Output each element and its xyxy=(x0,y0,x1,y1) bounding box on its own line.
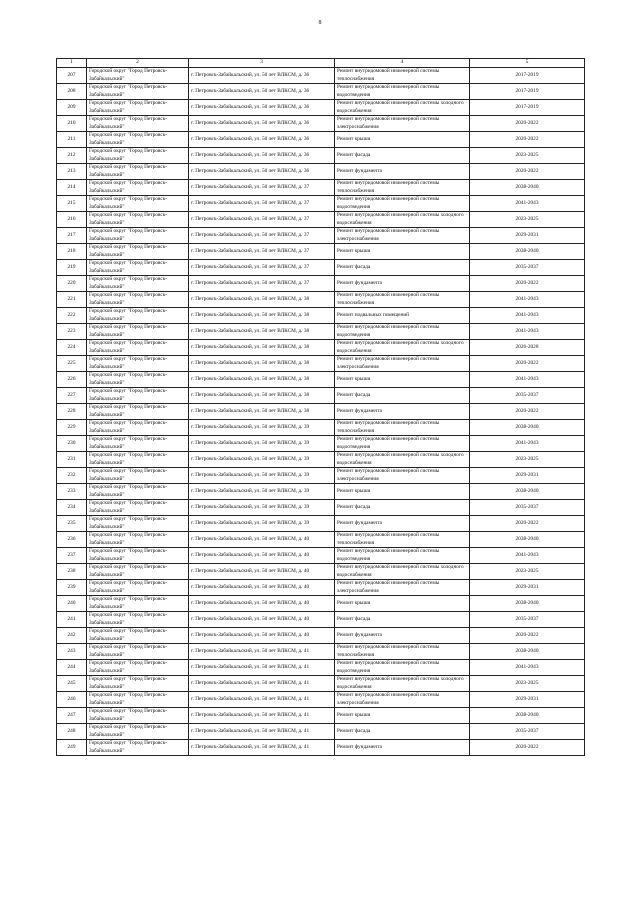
period-cell: 2035-2037 xyxy=(470,260,585,276)
municipality-cell: Городской округ "Город Петровск-Забайкальский" xyxy=(87,84,189,100)
table-row xyxy=(57,212,585,228)
header-col-5: 5 xyxy=(470,59,585,68)
period-cell: 2041-2043 xyxy=(470,308,585,324)
address-cell: г. Петровск-Забайкальский, ул. 50 лет ВЛКСМ, д. 37 xyxy=(189,180,335,196)
work-type-cell: Ремонт фундамента xyxy=(335,276,470,292)
work-type-cell: Ремонт фундамента xyxy=(335,404,470,420)
table-row xyxy=(57,260,585,276)
period-cell: 2035-2037 xyxy=(470,612,585,628)
period-cell: 2038-2040 xyxy=(470,244,585,260)
address-cell: г. Петровск-Забайкальский, ул. 50 лет ВЛКСМ, д. 39 xyxy=(189,452,335,468)
row-number: 208 xyxy=(57,84,87,100)
municipality-cell: Городской округ "Город Петровск-Забайкальский" xyxy=(87,404,189,420)
work-type-cell: Ремонт фасада xyxy=(335,148,470,164)
address-cell: г. Петровск-Забайкальский, ул. 50 лет ВЛКСМ, д. 36 xyxy=(189,164,335,180)
municipality-cell: Городской округ "Город Петровск-Забайкальский" xyxy=(87,372,189,388)
repair-schedule-table xyxy=(56,58,585,756)
municipality-cell: Городской округ "Город Петровск-Забайкальский" xyxy=(87,564,189,580)
address-cell: г. Петровск-Забайкальский, ул. 50 лет ВЛКСМ, д. 37 xyxy=(189,228,335,244)
municipality-cell: Городской округ "Город Петровск-Забайкальский" xyxy=(87,548,189,564)
table-row xyxy=(57,516,585,532)
row-number: 213 xyxy=(57,164,87,180)
work-type-cell: Ремонт внутридомовой инженерной системы электроснабжения xyxy=(335,356,470,372)
period-cell: 2020-2022 xyxy=(470,116,585,132)
table-row xyxy=(57,164,585,180)
address-cell: г. Петровск-Забайкальский, ул. 50 лет ВЛКСМ, д. 38 xyxy=(189,356,335,372)
address-cell: г. Петровск-Забайкальский, ул. 50 лет ВЛКСМ, д. 40 xyxy=(189,628,335,644)
municipality-cell: Городской округ "Город Петровск-Забайкальский" xyxy=(87,116,189,132)
row-number: 228 xyxy=(57,404,87,420)
period-cell: 2020-2022 xyxy=(470,132,585,148)
row-number: 225 xyxy=(57,356,87,372)
period-cell: 2023-2025 xyxy=(470,452,585,468)
address-cell: г. Петровск-Забайкальский, ул. 50 лет ВЛКСМ, д. 39 xyxy=(189,436,335,452)
address-cell: г. Петровск-Забайкальский, ул. 50 лет ВЛКСМ, д. 38 xyxy=(189,340,335,356)
municipality-cell: Городской округ "Город Петровск-Забайкальский" xyxy=(87,196,189,212)
municipality-cell: Городской округ "Город Петровск-Забайкальский" xyxy=(87,484,189,500)
municipality-cell: Городской округ "Город Петровск-Забайкальский" xyxy=(87,676,189,692)
row-number: 239 xyxy=(57,580,87,596)
table-row xyxy=(57,132,585,148)
row-number: 238 xyxy=(57,564,87,580)
work-type-cell: Ремонт внутридомовой инженерной системы теплоснабжения xyxy=(335,292,470,308)
period-cell: 2041-2043 xyxy=(470,324,585,340)
row-number: 207 xyxy=(57,68,87,84)
address-cell: г. Петровск-Забайкальский, ул. 50 лет ВЛКСМ, д. 39 xyxy=(189,468,335,484)
address-cell: г. Петровск-Забайкальский, ул. 50 лет ВЛКСМ, д. 41 xyxy=(189,708,335,724)
work-type-cell: Ремонт крыши xyxy=(335,484,470,500)
header-col-3: 3 xyxy=(189,59,335,68)
address-cell: г. Петровск-Забайкальский, ул. 50 лет ВЛКСМ, д. 37 xyxy=(189,260,335,276)
address-cell: г. Петровск-Забайкальский, ул. 50 лет ВЛКСМ, д. 40 xyxy=(189,548,335,564)
work-type-cell: Ремонт фундамента xyxy=(335,164,470,180)
municipality-cell: Городской округ "Город Петровск-Забайкальский" xyxy=(87,708,189,724)
work-type-cell: Ремонт внутридомовой инженерной системы водоотведения xyxy=(335,436,470,452)
address-cell: г. Петровск-Забайкальский, ул. 50 лет ВЛКСМ, д. 38 xyxy=(189,404,335,420)
municipality-cell: Городской округ "Город Петровск-Забайкальский" xyxy=(87,596,189,612)
period-cell: 2023-2025 xyxy=(470,148,585,164)
row-number: 249 xyxy=(57,740,87,756)
table-row xyxy=(57,372,585,388)
table-row xyxy=(57,324,585,340)
work-type-cell: Ремонт внутридомовой инженерной системы теплоснабжения xyxy=(335,180,470,196)
municipality-cell: Городской округ "Город Петровск-Забайкальский" xyxy=(87,148,189,164)
address-cell: г. Петровск-Забайкальский, ул. 50 лет ВЛКСМ, д. 39 xyxy=(189,484,335,500)
period-cell: 2017-2019 xyxy=(470,84,585,100)
municipality-cell: Городской округ "Город Петровск-Забайкальский" xyxy=(87,212,189,228)
header-col-4: 4 xyxy=(335,59,470,68)
municipality-cell: Городской округ "Город Петровск-Забайкальский" xyxy=(87,308,189,324)
table-row xyxy=(57,612,585,628)
work-type-cell: Ремонт внутридомовой инженерной системы электроснабжения xyxy=(335,580,470,596)
municipality-cell: Городской округ "Город Петровск-Забайкальский" xyxy=(87,580,189,596)
period-cell: 2041-2043 xyxy=(470,292,585,308)
row-number: 235 xyxy=(57,516,87,532)
address-cell: г. Петровск-Забайкальский, ул. 50 лет ВЛКСМ, д. 37 xyxy=(189,276,335,292)
row-number: 212 xyxy=(57,148,87,164)
table-row xyxy=(57,468,585,484)
address-cell: г. Петровск-Забайкальский, ул. 50 лет ВЛКСМ, д. 40 xyxy=(189,564,335,580)
row-number: 242 xyxy=(57,628,87,644)
row-number: 237 xyxy=(57,548,87,564)
period-cell: 2020-2022 xyxy=(470,628,585,644)
period-cell: 2038-2040 xyxy=(470,484,585,500)
table-row xyxy=(57,484,585,500)
address-cell: г. Петровск-Забайкальский, ул. 50 лет ВЛКСМ, д. 40 xyxy=(189,596,335,612)
table-row xyxy=(57,628,585,644)
header-col-2: 2 xyxy=(87,59,189,68)
table-row xyxy=(57,228,585,244)
row-number: 232 xyxy=(57,468,87,484)
table-body xyxy=(57,68,585,756)
table-row xyxy=(57,420,585,436)
municipality-cell: Городской округ "Город Петровск-Забайкальский" xyxy=(87,628,189,644)
row-number: 219 xyxy=(57,260,87,276)
address-cell: г. Петровск-Забайкальский, ул. 50 лет ВЛКСМ, д. 39 xyxy=(189,516,335,532)
table-row xyxy=(57,708,585,724)
table-row xyxy=(57,356,585,372)
municipality-cell: Городской округ "Город Петровск-Забайкальский" xyxy=(87,452,189,468)
municipality-cell: Городской округ "Город Петровск-Забайкальский" xyxy=(87,612,189,628)
work-type-cell: Ремонт внутридомовой инженерной системы электроснабжения xyxy=(335,228,470,244)
municipality-cell: Городской округ "Город Петровск-Забайкальский" xyxy=(87,420,189,436)
work-type-cell: Ремонт фасада xyxy=(335,500,470,516)
municipality-cell: Городской округ "Город Петровск-Забайкальский" xyxy=(87,164,189,180)
municipality-cell: Городской округ "Город Петровск-Забайкальский" xyxy=(87,724,189,740)
table-row xyxy=(57,548,585,564)
period-cell: 2035-2037 xyxy=(470,500,585,516)
period-cell: 2020-2022 xyxy=(470,356,585,372)
row-number: 220 xyxy=(57,276,87,292)
period-cell: 2038-2040 xyxy=(470,180,585,196)
address-cell: г. Петровск-Забайкальский, ул. 50 лет ВЛКСМ, д. 40 xyxy=(189,532,335,548)
table-row xyxy=(57,452,585,468)
municipality-cell: Городской округ "Город Петровск-Забайкальский" xyxy=(87,500,189,516)
address-cell: г. Петровск-Забайкальский, ул. 50 лет ВЛКСМ, д. 39 xyxy=(189,500,335,516)
table-row xyxy=(57,196,585,212)
work-type-cell: Ремонт крыши xyxy=(335,708,470,724)
municipality-cell: Городской округ "Город Петровск-Забайкальский" xyxy=(87,340,189,356)
page-number: 8 xyxy=(318,20,322,26)
address-cell: г. Петровск-Забайкальский, ул. 50 лет ВЛКСМ, д. 41 xyxy=(189,724,335,740)
work-type-cell: Ремонт фундамента xyxy=(335,516,470,532)
address-cell: г. Петровск-Забайкальский, ул. 50 лет ВЛКСМ, д. 38 xyxy=(189,292,335,308)
row-number: 245 xyxy=(57,676,87,692)
period-cell: 2041-2043 xyxy=(470,372,585,388)
table-row xyxy=(57,676,585,692)
period-cell: 2017-2019 xyxy=(470,100,585,116)
row-number: 236 xyxy=(57,532,87,548)
municipality-cell: Городской округ "Город Петровск-Забайкальский" xyxy=(87,388,189,404)
address-cell: г. Петровск-Забайкальский, ул. 50 лет ВЛКСМ, д. 40 xyxy=(189,580,335,596)
row-number: 218 xyxy=(57,244,87,260)
row-number: 210 xyxy=(57,116,87,132)
municipality-cell: Городской округ "Город Петровск-Забайкальский" xyxy=(87,68,189,84)
municipality-cell: Городской округ "Город Петровск-Забайкальский" xyxy=(87,100,189,116)
table-row xyxy=(57,308,585,324)
row-number: 223 xyxy=(57,324,87,340)
work-type-cell: Ремонт внутридомовой инженерной системы электроснабжения xyxy=(335,468,470,484)
row-number: 240 xyxy=(57,596,87,612)
work-type-cell: Ремонт фундамента xyxy=(335,740,470,756)
row-number: 243 xyxy=(57,644,87,660)
work-type-cell: Ремонт внутридомовой инженерной системы холодного водоснабжения xyxy=(335,452,470,468)
municipality-cell: Городской округ "Город Петровск-Забайкальский" xyxy=(87,260,189,276)
period-cell: 2038-2040 xyxy=(470,420,585,436)
work-type-cell: Ремонт крыши xyxy=(335,132,470,148)
work-type-cell: Ремонт подвальных помещений xyxy=(335,308,470,324)
row-number: 246 xyxy=(57,692,87,708)
period-cell: 2035-2037 xyxy=(470,388,585,404)
work-type-cell: Ремонт крыши xyxy=(335,372,470,388)
work-type-cell: Ремонт внутридомовой инженерной системы холодного водоснабжения xyxy=(335,100,470,116)
header-col-1: 1 xyxy=(57,59,87,68)
row-number: 234 xyxy=(57,500,87,516)
row-number: 244 xyxy=(57,660,87,676)
row-number: 227 xyxy=(57,388,87,404)
row-number: 224 xyxy=(57,340,87,356)
period-cell: 2038-2040 xyxy=(470,644,585,660)
address-cell: г. Петровск-Забайкальский, ул. 50 лет ВЛКСМ, д. 41 xyxy=(189,644,335,660)
period-cell: 2020-2022 xyxy=(470,164,585,180)
row-number: 221 xyxy=(57,292,87,308)
municipality-cell: Городской округ "Город Петровск-Забайкальский" xyxy=(87,244,189,260)
municipality-cell: Городской округ "Город Петровск-Забайкальский" xyxy=(87,324,189,340)
period-cell: 2035-2037 xyxy=(470,724,585,740)
address-cell: г. Петровск-Забайкальский, ул. 50 лет ВЛКСМ, д. 36 xyxy=(189,84,335,100)
period-cell: 2023-2025 xyxy=(470,212,585,228)
work-type-cell: Ремонт внутридомовой инженерной системы водоотведения xyxy=(335,196,470,212)
address-cell: г. Петровск-Забайкальский, ул. 50 лет ВЛКСМ, д. 37 xyxy=(189,196,335,212)
work-type-cell: Ремонт внутридомовой инженерной системы водоотведения xyxy=(335,548,470,564)
municipality-cell: Городской округ "Город Петровск-Забайкальский" xyxy=(87,740,189,756)
table-row xyxy=(57,740,585,756)
address-cell: г. Петровск-Забайкальский, ул. 50 лет ВЛКСМ, д. 36 xyxy=(189,116,335,132)
table-row xyxy=(57,692,585,708)
address-cell: г. Петровск-Забайкальский, ул. 50 лет ВЛКСМ, д. 38 xyxy=(189,372,335,388)
municipality-cell: Городской округ "Город Петровск-Забайкальский" xyxy=(87,228,189,244)
address-cell: г. Петровск-Забайкальский, ул. 50 лет ВЛКСМ, д. 39 xyxy=(189,420,335,436)
period-cell: 2041-2043 xyxy=(470,436,585,452)
table-row xyxy=(57,436,585,452)
municipality-cell: Городской округ "Город Петровск-Забайкальский" xyxy=(87,660,189,676)
address-cell: г. Петровск-Забайкальский, ул. 50 лет ВЛКСМ, д. 36 xyxy=(189,100,335,116)
row-number: 217 xyxy=(57,228,87,244)
row-number: 247 xyxy=(57,708,87,724)
table-row xyxy=(57,244,585,260)
table-row xyxy=(57,116,585,132)
municipality-cell: Городской округ "Город Петровск-Забайкальский" xyxy=(87,468,189,484)
municipality-cell: Городской округ "Город Петровск-Забайкальский" xyxy=(87,692,189,708)
period-cell: 2017-2019 xyxy=(470,68,585,84)
address-cell: г. Петровск-Забайкальский, ул. 50 лет ВЛКСМ, д. 37 xyxy=(189,244,335,260)
row-number: 211 xyxy=(57,132,87,148)
period-cell: 2038-2040 xyxy=(470,708,585,724)
address-cell: г. Петровск-Забайкальский, ул. 50 лет ВЛКСМ, д. 36 xyxy=(189,132,335,148)
municipality-cell: Городской округ "Город Петровск-Забайкальский" xyxy=(87,436,189,452)
work-type-cell: Ремонт внутридомовой инженерной системы теплоснабжения xyxy=(335,532,470,548)
period-cell: 2029-2031 xyxy=(470,580,585,596)
table-row xyxy=(57,532,585,548)
row-number: 222 xyxy=(57,308,87,324)
row-number: 230 xyxy=(57,436,87,452)
period-cell: 2020-2022 xyxy=(470,740,585,756)
period-cell: 2041-2043 xyxy=(470,196,585,212)
table-row xyxy=(57,660,585,676)
period-cell: 2038-2040 xyxy=(470,532,585,548)
work-type-cell: Ремонт внутридомовой инженерной системы холодного водоснабжения xyxy=(335,340,470,356)
row-number: 231 xyxy=(57,452,87,468)
address-cell: г. Петровск-Забайкальский, ул. 50 лет ВЛКСМ, д. 41 xyxy=(189,676,335,692)
work-type-cell: Ремонт крыши xyxy=(335,244,470,260)
table-row xyxy=(57,724,585,740)
period-cell: 2020-2022 xyxy=(470,276,585,292)
work-type-cell: Ремонт внутридомовой инженерной системы теплоснабжения xyxy=(335,644,470,660)
work-type-cell: Ремонт крыши xyxy=(335,596,470,612)
address-cell: г. Петровск-Забайкальский, ул. 50 лет ВЛКСМ, д. 41 xyxy=(189,740,335,756)
work-type-cell: Ремонт внутридомовой инженерной системы водоотведения xyxy=(335,324,470,340)
address-cell: г. Петровск-Забайкальский, ул. 50 лет ВЛКСМ, д. 36 xyxy=(189,148,335,164)
work-type-cell: Ремонт внутридомовой инженерной системы теплоснабжения xyxy=(335,420,470,436)
row-number: 209 xyxy=(57,100,87,116)
period-cell: 2023-2025 xyxy=(470,676,585,692)
row-number: 226 xyxy=(57,372,87,388)
table-row xyxy=(57,68,585,84)
period-cell: 2023-2025 xyxy=(470,564,585,580)
period-cell: 2026-2028 xyxy=(470,340,585,356)
municipality-cell: Городской округ "Город Петровск-Забайкальский" xyxy=(87,180,189,196)
work-type-cell: Ремонт фасада xyxy=(335,260,470,276)
work-type-cell: Ремонт фасада xyxy=(335,388,470,404)
work-type-cell: Ремонт внутридомовой инженерной системы водоотведения xyxy=(335,660,470,676)
work-type-cell: Ремонт внутридомовой инженерной системы холодного водоснабжения xyxy=(335,564,470,580)
work-type-cell: Ремонт внутридомовой инженерной системы холодного водоснабжения xyxy=(335,212,470,228)
table-row xyxy=(57,276,585,292)
table-row xyxy=(57,292,585,308)
municipality-cell: Городской округ "Город Петровск-Забайкальский" xyxy=(87,532,189,548)
table-row xyxy=(57,404,585,420)
table-row xyxy=(57,500,585,516)
municipality-cell: Городской округ "Город Петровск-Забайкальский" xyxy=(87,276,189,292)
work-type-cell: Ремонт внутридомовой инженерной системы холодного водоснабжения xyxy=(335,676,470,692)
address-cell: г. Петровск-Забайкальский, ул. 50 лет ВЛКСМ, д. 38 xyxy=(189,308,335,324)
work-type-cell: Ремонт фасада xyxy=(335,724,470,740)
row-number: 248 xyxy=(57,724,87,740)
table-row xyxy=(57,84,585,100)
work-type-cell: Ремонт внутридомовой инженерной системы электроснабжения xyxy=(335,116,470,132)
address-cell: г. Петровск-Забайкальский, ул. 50 лет ВЛКСМ, д. 36 xyxy=(189,68,335,84)
row-number: 214 xyxy=(57,180,87,196)
period-cell: 2029-2031 xyxy=(470,228,585,244)
table-row xyxy=(57,564,585,580)
row-number: 233 xyxy=(57,484,87,500)
municipality-cell: Городской округ "Город Петровск-Забайкальский" xyxy=(87,516,189,532)
work-type-cell: Ремонт внутридомовой инженерной системы электроснабжения xyxy=(335,692,470,708)
table-row xyxy=(57,180,585,196)
work-type-cell: Ремонт фасада xyxy=(335,612,470,628)
table-row xyxy=(57,100,585,116)
table-row xyxy=(57,388,585,404)
address-cell: г. Петровск-Забайкальский, ул. 50 лет ВЛКСМ, д. 40 xyxy=(189,612,335,628)
table-row xyxy=(57,596,585,612)
period-cell: 2041-2043 xyxy=(470,548,585,564)
municipality-cell: Городской округ "Город Петровск-Забайкальский" xyxy=(87,644,189,660)
table-row xyxy=(57,580,585,596)
municipality-cell: Городской округ "Город Петровск-Забайкальский" xyxy=(87,356,189,372)
address-cell: г. Петровск-Забайкальский, ул. 50 лет ВЛКСМ, д. 41 xyxy=(189,692,335,708)
work-type-cell: Ремонт фундамента xyxy=(335,628,470,644)
period-cell: 2029-2031 xyxy=(470,468,585,484)
work-type-cell: Ремонт внутридомовой инженерной системы теплоснабжения xyxy=(335,68,470,84)
period-cell: 2020-2022 xyxy=(470,516,585,532)
table-row xyxy=(57,340,585,356)
address-cell: г. Петровск-Забайкальский, ул. 50 лет ВЛКСМ, д. 41 xyxy=(189,660,335,676)
period-cell: 2041-2043 xyxy=(470,660,585,676)
table-row xyxy=(57,148,585,164)
address-cell: г. Петровск-Забайкальский, ул. 50 лет ВЛКСМ, д. 38 xyxy=(189,388,335,404)
address-cell: г. Петровск-Забайкальский, ул. 50 лет ВЛКСМ, д. 38 xyxy=(189,324,335,340)
row-number: 216 xyxy=(57,212,87,228)
table-header-row xyxy=(57,59,585,68)
period-cell: 2029-2031 xyxy=(470,692,585,708)
municipality-cell: Городской округ "Город Петровск-Забайкальский" xyxy=(87,132,189,148)
table-row xyxy=(57,644,585,660)
row-number: 241 xyxy=(57,612,87,628)
work-type-cell: Ремонт внутридомовой инженерной системы водоотведения xyxy=(335,84,470,100)
row-number: 215 xyxy=(57,196,87,212)
period-cell: 2020-2022 xyxy=(470,404,585,420)
row-number: 229 xyxy=(57,420,87,436)
period-cell: 2038-2040 xyxy=(470,596,585,612)
municipality-cell: Городской округ "Город Петровск-Забайкальский" xyxy=(87,292,189,308)
address-cell: г. Петровск-Забайкальский, ул. 50 лет ВЛКСМ, д. 37 xyxy=(189,212,335,228)
